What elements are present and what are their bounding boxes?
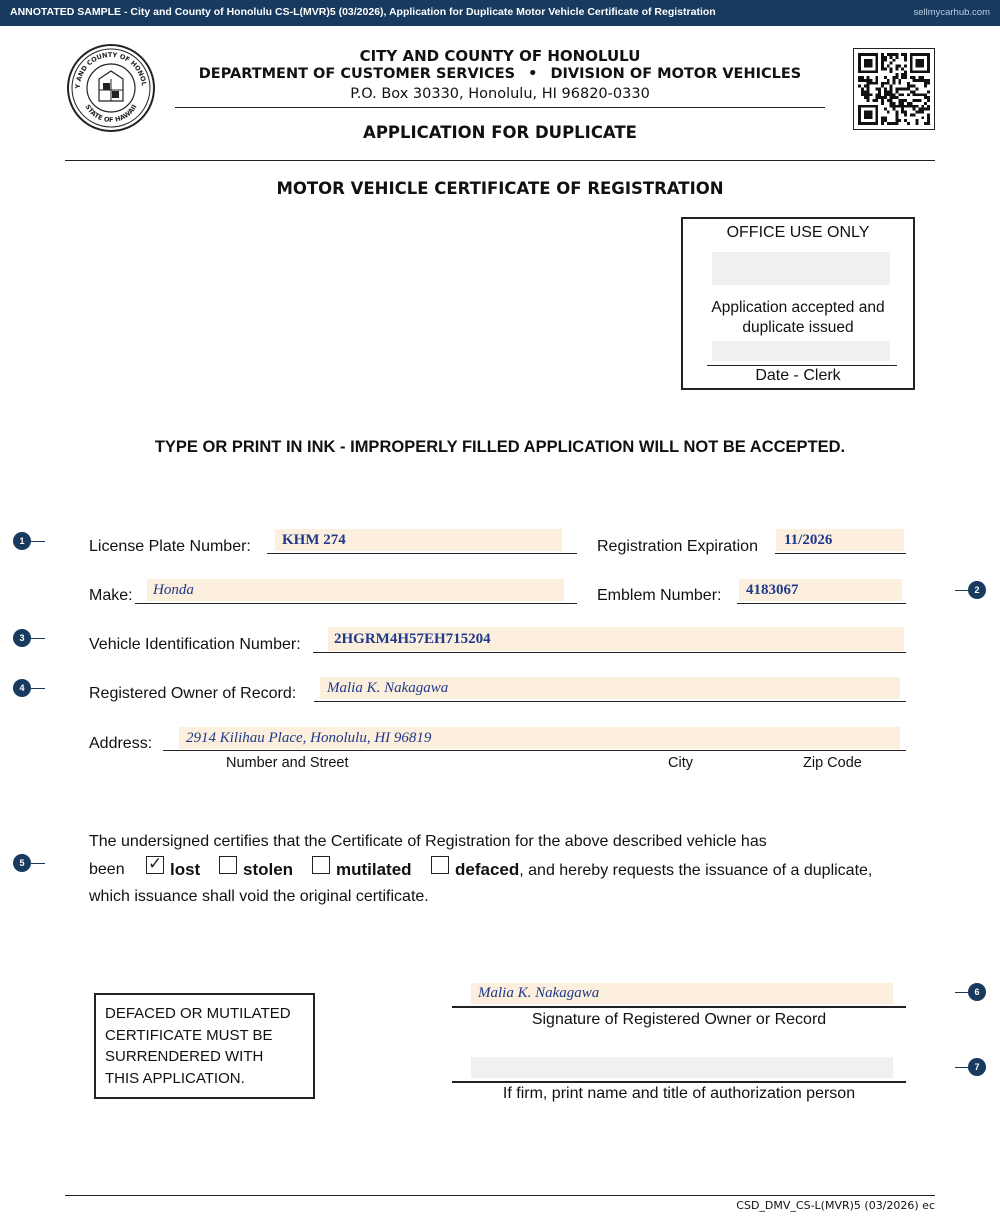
marker-3-tick [31, 638, 45, 639]
signature-fill[interactable] [471, 983, 893, 1004]
address-street-caption: Number and Street [226, 755, 349, 771]
marker-6-tick [955, 992, 969, 993]
option-defaced-label: defaced [455, 860, 520, 879]
marker-5-tick [31, 863, 45, 864]
certify-line2-tail: , and hereby requests the issuance of a duplicate, [519, 862, 873, 879]
address-fill[interactable] [179, 727, 900, 749]
department-line [150, 66, 850, 82]
address-value: 2914 Kilihau Place, Honolulu, HI 96819 [186, 730, 432, 746]
option-mutilated-label: mutilated [336, 860, 412, 879]
make-label: Make: [89, 587, 133, 604]
city-seal-icon [66, 43, 156, 133]
annotation-banner [0, 0, 1000, 26]
surrender-notice-text [105, 1003, 291, 1089]
registration-expiration-label: Registration Expiration [597, 538, 758, 555]
notice-line3: SURRENDERED WITH [105, 1048, 264, 1065]
accepted-line2: duplicate issued [742, 319, 854, 336]
form-title-line2: MOTOR VEHICLE CERTIFICATE OF REGISTRATION [276, 179, 724, 198]
form-code: CSD_DMV_CS-L(MVR)5 (03/2026) ec [736, 1199, 935, 1212]
registered-owner-label: Registered Owner of Record: [89, 685, 297, 702]
license-plate-value: KHM 274 [282, 532, 346, 548]
surrender-notice-box [94, 993, 315, 1099]
office-use-title: OFFICE USE ONLY [726, 224, 870, 241]
registration-expiration-fill[interactable] [776, 529, 904, 551]
marker-1-tick [31, 541, 45, 542]
option-lost-label: lost [170, 860, 201, 879]
registered-owner-value: Malia K. Nakagawa [327, 680, 449, 696]
emblem-number-label: Emblem Number: [597, 587, 722, 604]
registered-owner-line [314, 701, 906, 702]
signature-label: Signature of Registered Owner or Record [531, 1011, 827, 1028]
make-line [135, 603, 577, 604]
ink-instruction: TYPE OR PRINT IN INK - IMPROPERLY FILLED APPLICATION WILL NOT BE ACCEPTED. [154, 438, 846, 456]
checkbox-defaced[interactable] [431, 856, 449, 874]
checkmark-icon: ✓ [148, 854, 163, 874]
firm-name-line [452, 1081, 906, 1083]
signature-value: Malia K. Nakagawa [478, 985, 600, 1001]
marker-2: 2 [968, 581, 986, 599]
vin-value: 2HGRM4H57EH715204 [334, 631, 491, 647]
svg-text:STATE OF HAWAII: STATE OF HAWAII [83, 103, 139, 125]
vin-label: Vehicle Identification Number: [89, 636, 301, 653]
form-title-line1: APPLICATION FOR DUPLICATE [363, 123, 637, 142]
agency-name: CITY AND COUNTY OF HONOLULU [359, 47, 641, 65]
registered-owner-fill[interactable] [320, 677, 900, 699]
option-stolen-label: stolen [243, 860, 294, 879]
license-plate-label: License Plate Number: [89, 538, 251, 555]
marker-4: 4 [13, 679, 31, 697]
footer-rule [65, 1195, 935, 1196]
marker-1: 1 [13, 532, 31, 550]
svg-text:CITY AND COUNTY OF HONOLULU: Y AND COUNTY OF HONOL [73, 50, 148, 89]
address-line [163, 750, 906, 751]
notice-line1: DEFACED OR MUTILATED [105, 1005, 291, 1022]
header-rule [175, 107, 825, 108]
banner-site-link[interactable]: sellmycarhub.com [913, 7, 990, 18]
banner-title: ANNOTATED SAMPLE - City and County of Honolulu CS-L(MVR)5 (03/2026), Application for Duplicate Motor Vehicle Certificate of Registration [10, 6, 716, 18]
notice-line4: THIS APPLICATION. [105, 1069, 245, 1087]
marker-7-tick [955, 1067, 969, 1068]
date-clerk-field[interactable] [712, 341, 890, 361]
certify-line1: The undersigned certifies that the Certificate of Registration for the above described vehicle has [89, 833, 767, 850]
notice-line2: CERTIFICATE MUST BE [105, 1026, 273, 1044]
registration-expiration-value: 11/2026 [784, 532, 833, 548]
certify-line3: which issuance shall void the original certificate. [89, 888, 429, 905]
checkbox-stolen[interactable] [219, 856, 237, 874]
emblem-number-fill[interactable] [739, 579, 902, 601]
office-use-box [681, 217, 915, 390]
firm-name-label: If firm, print name and title of authorization person [502, 1085, 856, 1102]
registration-expiration-line [775, 553, 906, 554]
vin-fill[interactable] [328, 627, 904, 651]
marker-6: 6 [968, 983, 986, 1001]
signature-line [452, 1006, 906, 1008]
emblem-number-value: 4183067 [746, 582, 799, 598]
date-clerk-label: Date - Clerk [755, 367, 841, 384]
firm-name-field[interactable] [471, 1057, 893, 1078]
department-name: DEPARTMENT OF CUSTOMER SERVICES [198, 66, 516, 82]
license-plate-line [267, 553, 577, 554]
license-plate-fill[interactable] [275, 529, 562, 551]
make-value: Honda [153, 582, 194, 598]
address-zip-caption: Zip Code [803, 755, 862, 771]
marker-5: 5 [13, 854, 31, 872]
division-name: DIVISION OF MOTOR VEHICLES [550, 66, 802, 82]
checkbox-lost[interactable] [146, 856, 164, 874]
certify-line2 [455, 860, 872, 880]
marker-3: 3 [13, 629, 31, 647]
checkbox-mutilated[interactable] [312, 856, 330, 874]
emblem-number-line [737, 603, 906, 604]
marker-4-tick [31, 688, 45, 689]
address-label: Address: [89, 735, 153, 752]
marker-7: 7 [968, 1058, 986, 1076]
accepted-line1: Application accepted and [711, 299, 885, 316]
certify-been: been [89, 861, 125, 878]
title-rule [65, 160, 935, 161]
date-clerk-rule [707, 365, 897, 366]
vin-line [313, 652, 906, 653]
separator-bullet: • [528, 66, 538, 82]
address-city-caption: City [668, 755, 693, 771]
office-use-field[interactable] [712, 252, 890, 285]
accepted-note [683, 298, 913, 338]
agency-address: P.O. Box 30330, Honolulu, HI 96820-0330 [350, 86, 650, 102]
marker-2-tick [955, 590, 969, 591]
qr-code-icon [853, 48, 935, 130]
make-fill[interactable] [147, 579, 564, 601]
